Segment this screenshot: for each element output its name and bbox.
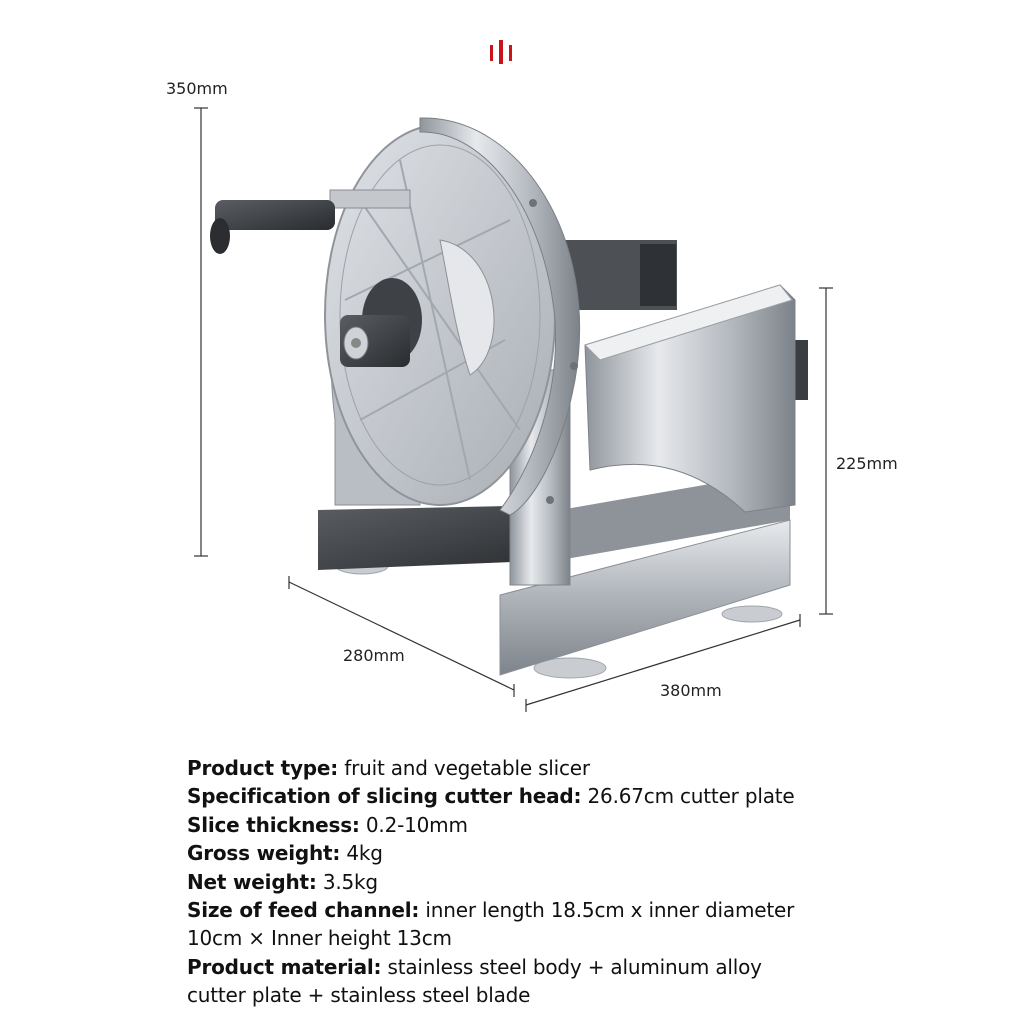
spec-label: Product type: [187,756,339,780]
spec-label: Slice thickness: [187,812,360,837]
spec-list [187,754,987,1010]
spec-feed-channel-size-continued: 10cm × Inner height 13cm [187,926,452,951]
spec-label: Specification of slicing cutter head: [187,784,582,809]
dimension-line-350mm [194,108,208,556]
feed-channel [585,285,795,512]
spec-value: stainless steel body + aluminum alloy [387,954,762,979]
spec-product-material [187,953,987,981]
dimension-label-height-channel: 225mm [836,454,898,473]
spec-cutter-head [187,782,987,810]
spec-label: Product material: [187,954,382,979]
dimension-label-height-total: 350mm [166,79,228,98]
red-bars-logo-icon [490,40,512,64]
spec-value: 0.2-10mm [365,812,468,837]
dimension-label-length: 380mm [660,681,722,700]
spec-feed-channel-size [187,896,987,924]
spec-value: 26.67cm cutter plate [587,784,795,809]
spec-slice-thickness [187,811,987,839]
spec-label: Gross weight: [187,841,341,866]
spec-gross-weight [187,839,987,867]
dimension-line-225mm [819,288,833,614]
spec-value: 4kg [346,841,383,866]
spec-value: inner length 18.5cm x inner diameter [425,898,795,923]
dimension-line-280mm [289,576,514,697]
spec-product-material-continued: cutter plate + stainless steel blade [187,983,531,1008]
spec-label: Net weight: [187,869,317,894]
spec-net-weight [187,868,987,896]
spec-label: Size of feed channel: [187,898,420,923]
spec-value: 3.5kg [322,869,378,894]
spec-value: fruit and vegetable slicer [344,756,590,780]
dimension-label-depth: 280mm [343,646,405,665]
spec-product-type [187,754,987,782]
